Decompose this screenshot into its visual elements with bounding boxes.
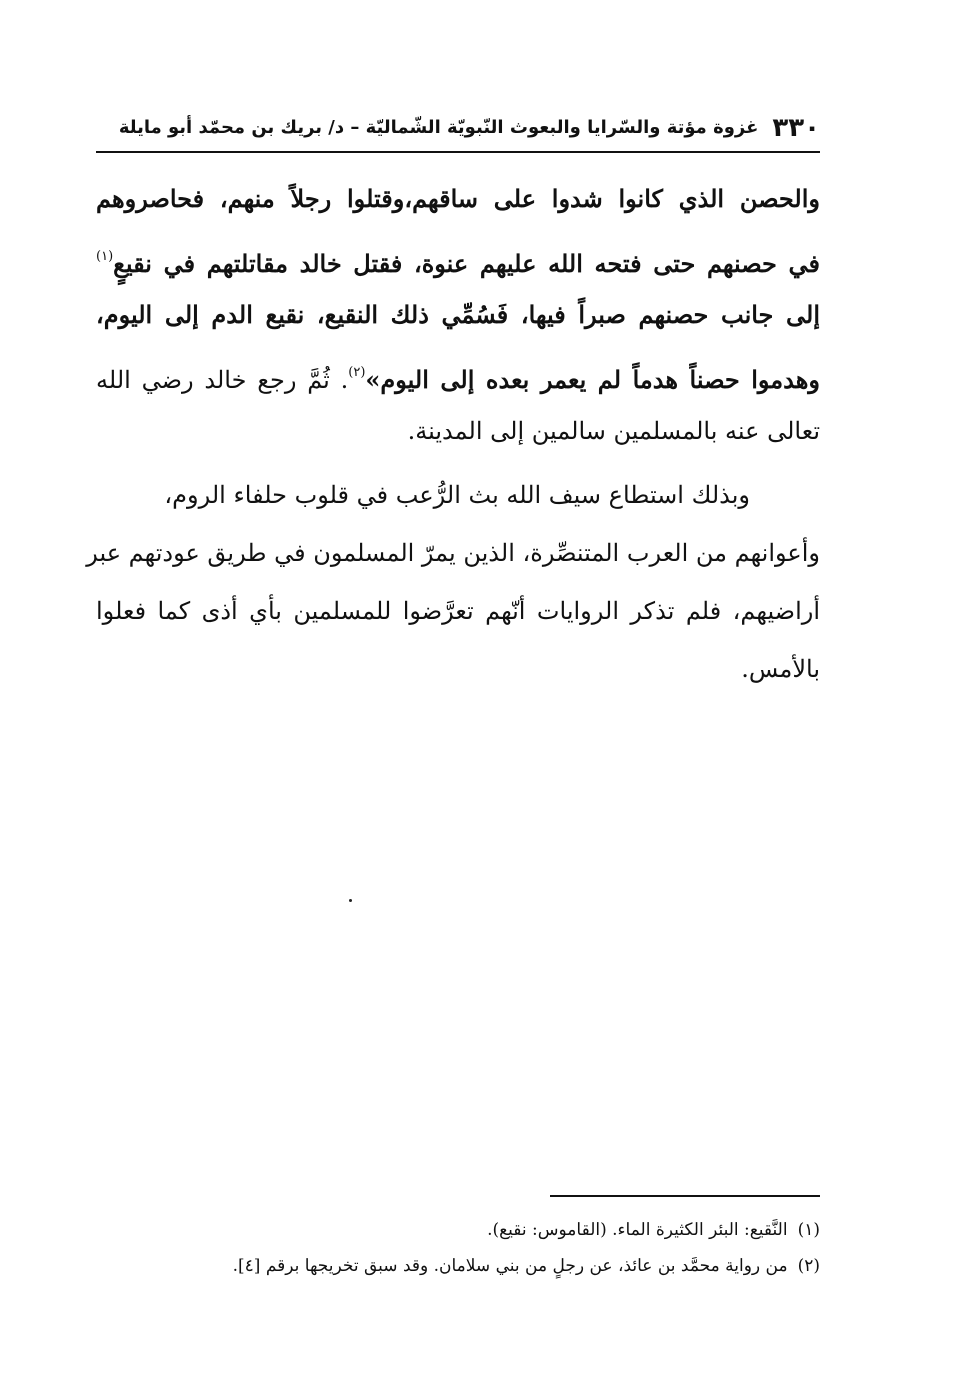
text-line: أراضيهم، فلم تذكر الروايات أنّهم تعرَّضوا للمسلمين بأي أذى كما فعلوا — [96, 597, 820, 625]
paragraph-1 — [96, 170, 820, 460]
running-header — [96, 108, 820, 148]
footnote-text: النَّقيع: البئر الكثيرة الماء. (القاموس: نقيع). — [487, 1220, 788, 1240]
footnote-text: من رواية محمَّد بن عائذ، عن رجلٍ من بني سلامان. وقد سبق تخريجها برقم [٤]. — [232, 1256, 788, 1276]
text-line — [96, 228, 820, 286]
paragraph-2 — [86, 466, 820, 698]
header-rule — [96, 151, 820, 153]
plain-text: . ثُمَّ رجع خالد رضي الله — [96, 366, 349, 394]
text-line: والحصن الذي كانوا شدوا على ساقهم،وقتلوا رجلاً منهم، فحاصروهم — [96, 184, 820, 213]
footnote-number: (٢) — [797, 1256, 820, 1276]
quoted-bold-text: وهدموا حصناً هدماً لم يعمر بعده إلى اليوم» — [365, 365, 821, 394]
footnote-rule — [550, 1195, 820, 1197]
page-number: ٣٣٠ — [772, 113, 820, 143]
footnote-number: (١) — [797, 1220, 820, 1240]
footnotes — [140, 1212, 820, 1284]
running-title: غزوة مؤتة والسّرايا والبعوث النّبويّة الشّماليّة – د/ بريك بن محمّد أبو مايلة — [118, 117, 759, 138]
text-line: تعالى عنه بالمسلمين سالمين إلى المدينة. — [407, 417, 820, 445]
footnote-ref-2: (٢) — [348, 365, 366, 380]
main-text — [86, 170, 821, 698]
book-page — [86, 90, 821, 1330]
text-line-content: في حصنهم حتى فتحه الله عليهم عنوة، فقتل خالد مقاتلتهم في نقيعٍ — [113, 249, 820, 278]
text-line: بالأمس. — [741, 655, 820, 683]
footnote-ref-1: (١) — [96, 249, 114, 264]
text-line: وبذلك استطاع سيف الله بث الرُّعب في قلوب حلفاء الروم، — [164, 481, 750, 509]
stray-mark — [349, 899, 352, 902]
text-line — [96, 344, 820, 402]
text-line: إلى جانب حصنهم صبراً فيها، فَسُمِّي ذلك النقيع، نقيع الدم إلى اليوم، — [96, 300, 820, 329]
footnote-1 — [140, 1212, 820, 1248]
text-line: وأعوانهم من العرب المتنصِّرة، الذين يمرّ المسلمون في طريق عودتهم عبر — [86, 539, 820, 567]
footnote-2 — [140, 1248, 820, 1284]
